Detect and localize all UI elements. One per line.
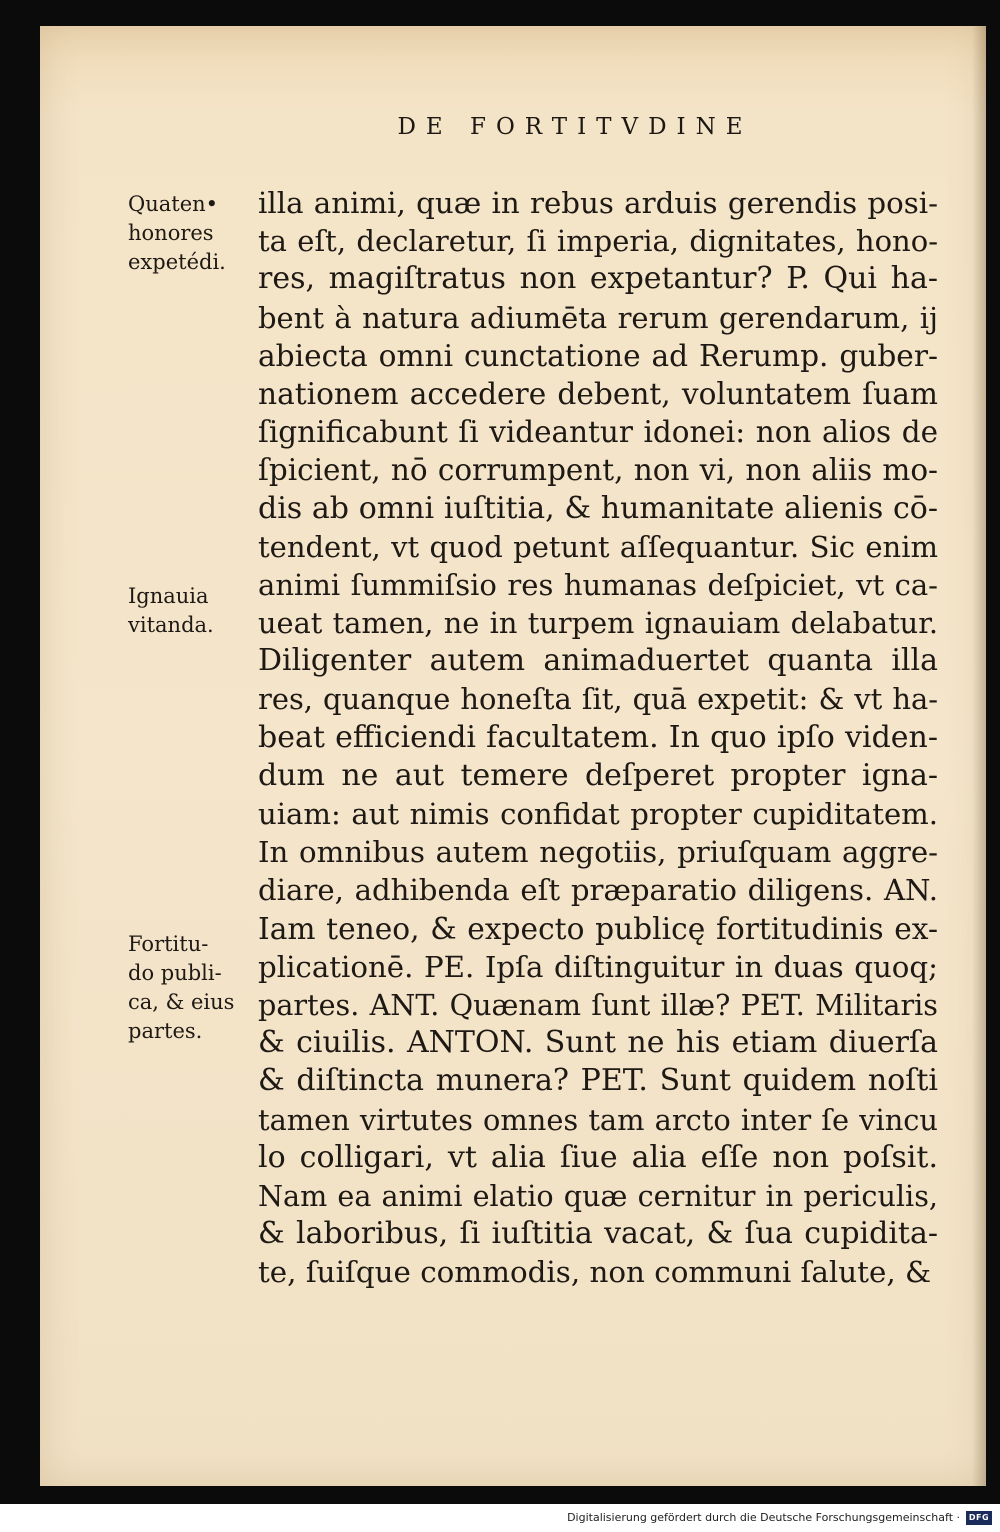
margin-note-honores (128, 190, 268, 277)
body-text (258, 184, 938, 1291)
dfg-logo: DFG (966, 1511, 992, 1525)
text-line: & ciuilis. ANTON. Sunt ne his etiam diuerſa (258, 1025, 938, 1061)
text-line: partes. ANT. Quænam ſunt illæ? PET. Militaris (258, 987, 938, 1022)
text-line: beat efficiendi facultatem. In quo ipſo viden- (258, 719, 938, 755)
margin-note-line: Ignauia (128, 584, 209, 608)
running-head: DE FORTITVDINE (397, 114, 753, 140)
text-line: & laboribus, ſi iuſtitia vacat, & ſua cupidita- (258, 1216, 938, 1252)
text-line: ueat tamen, ne in turpem ignauiam delabatur. (258, 606, 938, 641)
text-line: res, magiſtratus non expetantur? P. Qui ha- (258, 261, 938, 297)
text-line: res, quanque honeſta ſit, quā expetit: & vt ha- (258, 682, 938, 717)
text-line: te, ſuiſque commodis, non communi ſalute, & (258, 1255, 932, 1290)
text-line: ta eſt, declaretur, ſi imperia, dignitates, hono- (258, 224, 938, 259)
text-line: In omnibus autem negotiis, priuſquam aggre- (258, 835, 938, 870)
page-edge-shadow (972, 26, 986, 1486)
margin-note-line: Fortitu- (128, 932, 209, 956)
text-line: ſignificabunt ſi videantur idonei: non alios de (258, 415, 938, 450)
footer-credit: Digitalisierung gefördert durch die Deutsche Forschungsgemeinschaft · (567, 1511, 960, 1524)
margin-note-line: do publi- (128, 961, 222, 985)
text-line: abiecta omni cunctatione ad Rerump. guber- (258, 338, 938, 373)
margin-note-line: partes. (128, 1019, 203, 1043)
text-line: tendent, vt quod petunt aſſequantur. Sic enim (258, 529, 938, 564)
text-line: animi ſummiſsio res humanas deſpiciet, vt ca- (258, 567, 938, 602)
margin-note-line: ca, & eius (128, 990, 235, 1014)
text-line: Nam ea animi elatio quæ cernitur in periculis, (258, 1178, 938, 1213)
margin-note-ignauia (128, 582, 268, 640)
digitization-footer (0, 1504, 1000, 1532)
margin-note-fortitudo (128, 930, 268, 1046)
margin-note-line: expetédi. (128, 250, 226, 274)
text-line: uiam: aut nimis confidat propter cupiditatem. (258, 797, 938, 831)
margin-note-line: vitanda. (128, 613, 214, 637)
text-line: dum ne aut temere deſperet propter igna- (258, 757, 938, 793)
text-line: & diſtincta munera? PET. Sunt quidem noſti (258, 1063, 938, 1099)
text-line: ſpicient, nō corrumpent, non vi, non aliis mo- (258, 453, 938, 488)
margin-note-line: Quaten• (128, 192, 219, 216)
margin-note-line: honores (128, 221, 214, 245)
text-line: bent à natura adiumēta rerum gerendarum, ij (258, 300, 938, 335)
text-line: tamen virtutes omnes tam arcto inter ſe vincu (258, 1102, 938, 1137)
text-line: Iam teneo, & expecto publicę fortitudinis ex- (258, 910, 938, 946)
text-line: lo colligari, vt alia ſiue alia eſſe non poſsit. (258, 1139, 938, 1175)
text-line: nationem accedere debent, voluntatem ſuam (258, 376, 938, 411)
text-line: dis ab omni iuſtitia, & humanitate alienis cō- (258, 490, 938, 526)
text-line: Diligenter autem animaduertet quanta illa (258, 643, 938, 679)
text-line: illa animi, quæ in rebus arduis gerendis posi- (258, 186, 938, 220)
text-line: plicationē. PE. Ipſa diſtinguitur in duas quoq; (258, 949, 938, 984)
text-line: diare, adhibenda eſt præparatio diligens. AN. (258, 873, 938, 908)
